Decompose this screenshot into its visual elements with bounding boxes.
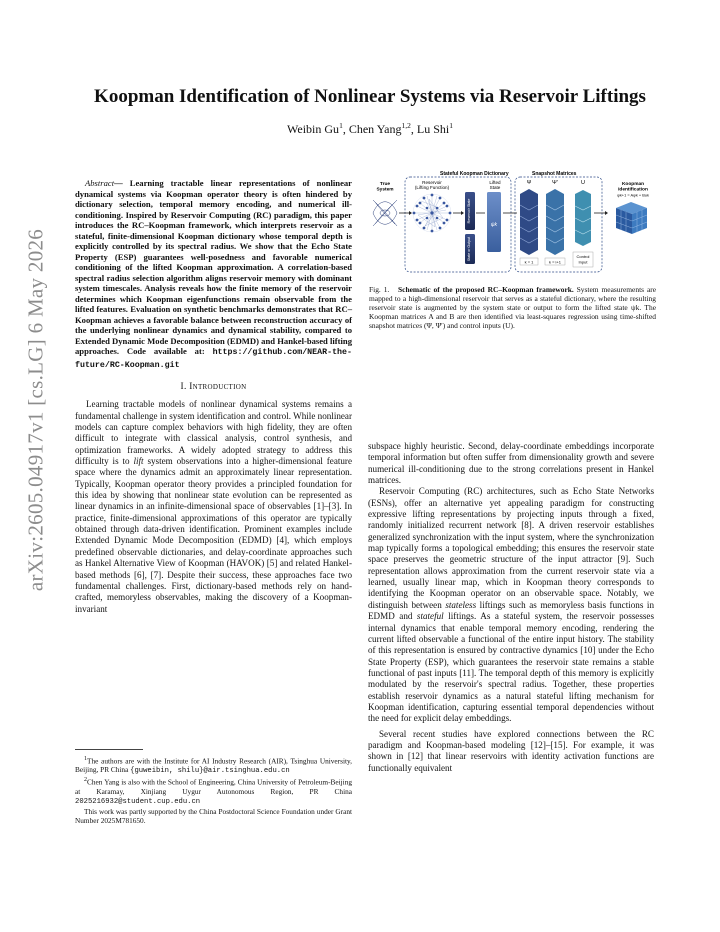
lifted-state-psi: ψk <box>490 222 498 228</box>
arxiv-watermark <box>14 150 58 670</box>
snapshot-psi-prime: Ψ′ <box>552 180 558 186</box>
author-affiliation: 1 <box>339 121 343 130</box>
snapshot-psi: Ψ <box>526 180 532 186</box>
footnote-second-affiliation <box>75 776 352 806</box>
right-paragraph-3: Several recent studies have explored connections between the RC paradigm and Koopman-based modeling [12]–[15]. For example, it was shown in [12] that linear reservoirs with identity activation functions are functionally equivalent <box>368 728 654 773</box>
caption-text: System measurements are mapped to a high-dimensional reservoir that serves as a stateful dictionary, where the resulting reservoir state is augmented by the system state or output to form the lifted state ψk. The Koopman matrices A and B are then identified via least-squares regression using time-shifted snapshot matrices (Ψ, Ψ′) and control inputs (U). <box>369 285 657 330</box>
author-separator: , <box>410 122 417 136</box>
koopman-matrix-cube <box>616 202 647 234</box>
section-heading <box>75 382 352 393</box>
arxiv-id: arXiv:2605.04917v1 [cs.LG] 6 May 2026 <box>23 228 48 592</box>
abstract-dash: — <box>114 178 123 188</box>
footnote-rule <box>75 749 143 750</box>
k-label: k = 1 <box>524 259 534 265</box>
intro-emphasis: lift <box>133 456 144 467</box>
author-name: Chen Yang <box>348 122 402 136</box>
koopman-id-label-1: Koopman <box>621 182 645 187</box>
reservoir-label-1: Reservoir <box>422 180 442 185</box>
footnote-affiliation <box>75 755 352 776</box>
input-arrowhead <box>409 211 412 215</box>
control-input-label-1: Control <box>576 254 590 259</box>
abstract-label: Abstract <box>85 178 115 188</box>
caption-label: Fig. 1. <box>369 285 390 294</box>
left-column <box>75 178 352 615</box>
lifted-state-label-2: State <box>489 185 501 190</box>
koopman-id-label-2: Identification <box>618 187 648 193</box>
reservoir-arrowhead <box>461 211 464 215</box>
attractor-icon <box>373 200 397 226</box>
section-number: I. <box>180 382 190 392</box>
group-title-dictionary: Stateful Koopman Dictionary <box>440 171 509 177</box>
footnote-marker: 2 <box>84 777 88 784</box>
group-title-snapshot: Snapshot Matrices <box>532 171 577 177</box>
snapshot-psi-stack <box>520 189 538 255</box>
footnote-text: Chen Yang is also with the School of Engineering, China University of Petroleum-Beijing at Karamay, Xinjiang Uygur Autonomous Region, PR China <box>75 777 352 796</box>
footnote-funding: This work was partly supported by the China Postdoctoral Science Foundation under Grant Number 2025M781650. <box>75 806 352 825</box>
caption-title: Schematic of the proposed RC–Koopman framework. <box>398 285 574 294</box>
abstract-text: Learning tractable linear representations of nonlinear dynamical systems via Koopman operator theory is often hindered by dictionary selection, temporal memory encoding, and numerical ill-conditioning. Inspired by Reservoir Computing (RC) paradigm, this paper introduces the RC–Koopman framework, which interprets reservoir as a stateful, finite-dimensional Koopman dictionary whose temporal depth is explicitly controlled by its spectral radius. We show that the Echo State Property (ESP) guarantees well-posedness and favorable numerical conditioning of the lifted Koopman approximation. A correlation-based spectral radius selection algorithm aligns reservoir memory with dominant system timescales. Analysis reveals how the finite memory of the reservoir determines which Koopman eigenfunctions remain observable from the lifted features. Evaluation on synthetic benchmarks demonstrates that RC–Koopman achieves a favorable balance between reconstruction accuracy of the underlying nonlinear dynamics and dynamical stability, compared to Extended Dynamic Mode Decomposition (EDMD) and Hankel-based lifting approaches. Code available at: <box>75 178 352 356</box>
footnote-text: The authors are with the Institute for AI Industry Research (AIR), Tsinghua University, Beijing, PR China <box>75 756 352 775</box>
rc-text-b: liftings such as memoryless basis functions in EDMD and <box>368 599 655 622</box>
reservoir-state-label: Reservoir State <box>467 198 471 224</box>
rc-emphasis-stateless: stateless <box>445 599 477 610</box>
koopman-equation: ψk+1 = Aψk + Buk <box>617 192 649 198</box>
author-affiliation: 1 <box>449 121 453 130</box>
intro-paragraph <box>75 399 352 615</box>
author-separator: , <box>342 122 349 136</box>
rc-text-a: Reservoir Computing (RC) architectures, such as Echo State Networks (ESNs), offer an alternative yet appealing paradigm for constructing expressive lifting representations by projecting inputs through a fixed, randomly initialized recurrent network [8]. A driven reservoir establishes generalized synchronization with the input system, where the synchronization map typically forms a topological embedding; this ensures the reservoir state space preserves the geometric structure of the input attractor [9]. Such representation allows approximation from the current reservoir state via a learned, usually linear map, which in Koopman theory corresponds to identifying the Koopman operator on an observable space. Notably, we distinguish between <box>368 486 654 610</box>
true-system-label-2: System <box>376 187 394 193</box>
intro-text-a: Learning tractable models of nonlinear dynamical systems remains a fundamental challenge in system identification and control. While nonlinear models can capture complex behaviors with high fidelity, they are often difficult to integrate with classical analysis, control synthesis, and optimization frameworks. A widely adopted strategy to address this difficulty is to <box>75 399 352 467</box>
right-paragraph-1: subspace highly heuristic. Second, delay-coordinate embeddings incorporate temporal information but often suffer from dimensionality growth and severe numerical ill-conditioning due to the strong correlations present in Hankel matrices. <box>368 441 654 486</box>
author-list <box>60 121 680 137</box>
rc-text-c: liftings. As a stateful system, the reservoir possesses internal dynamics that enable temporal memory encoding, rendering the current lifted observable a functional of the entire input history. The stability of this representation is ensured by contractive dynamics [10] under the Echo State Property (ESP), which guarantees the reservoir state remains a stable functional of past inputs [11]. The temporal depth of this memory is explicitly modulated by the reservoir's spectral radius. Together, these properties establish reservoir dynamics as a natural stateful lifting mechanism for Koopman identification, capturing essential temporal dependencies without the need for explicit delay embeddings. <box>368 611 654 724</box>
k-next-label: k = i+1 <box>548 259 562 265</box>
right-paragraph-2 <box>368 486 654 724</box>
footnote-email: {guweibin, shilu}@air.tsinghua.edu.cn <box>130 767 290 776</box>
lifted-state-label-1: Lifted <box>489 180 501 185</box>
footnote-marker: 1 <box>84 756 88 762</box>
figure-caption <box>369 285 656 330</box>
figure-schematic <box>369 168 657 280</box>
true-system-label-1: True <box>379 182 391 187</box>
snapshot-u: U <box>581 180 585 186</box>
author-name: Lu Shi <box>416 122 450 136</box>
author-affiliation: 1,2 <box>401 121 411 130</box>
snapshot-psi-prime-stack <box>546 189 564 255</box>
right-column <box>368 441 654 774</box>
figure-svg <box>369 168 657 280</box>
reservoir-label-2: (Lifting Function) <box>414 185 450 190</box>
intro-text-b: system observations into a higher-dimensional feature space where the dynamics admit an approximately linear representation. Typically, Koopman operator theory provides a principled foundation for this idea by showing that nonlinear state evolution can be represented as linear dynamics in an infinite-dimensional space of observables [1]–[3]. In practice, finite-dimensional approximations of this operator are typically obtained through data-driven identification. Prominent examples include Extended Dynamic Mode Decomposition (EDMD) [4], which employs predefined observable dictionaries, and delay-coordinate approaches such as Hankel Alternative View of Koopman (HAVOK) [5] and related Hankel-based methods [6], [7]. Despite their success, these approaches face two fundamental challenges. First, dictionary-based methods rely on hand-crafted, memoryless observables, making the discovery of a Koopman-invariant <box>75 456 352 614</box>
footnote-email: 2025216932@student.cup.edu.cn <box>75 797 201 806</box>
control-input-label-2: Input <box>578 259 588 265</box>
paper-title: Koopman Identification of Nonlinear Systems via Reservoir Liftings <box>94 86 646 107</box>
footnotes <box>75 749 352 825</box>
rc-emphasis-stateful: stateful <box>416 611 444 622</box>
identification-arrowhead <box>605 211 608 215</box>
author-name: Weibin Gu <box>287 122 340 136</box>
section-name: Introduction <box>189 382 247 392</box>
code-link[interactable]: https://github.com/NEAR-the-future/RC-Koopman.git <box>75 348 352 370</box>
abstract <box>75 178 352 371</box>
state-output-label: State or Output <box>467 236 471 262</box>
snapshot-u-stack <box>575 190 591 246</box>
